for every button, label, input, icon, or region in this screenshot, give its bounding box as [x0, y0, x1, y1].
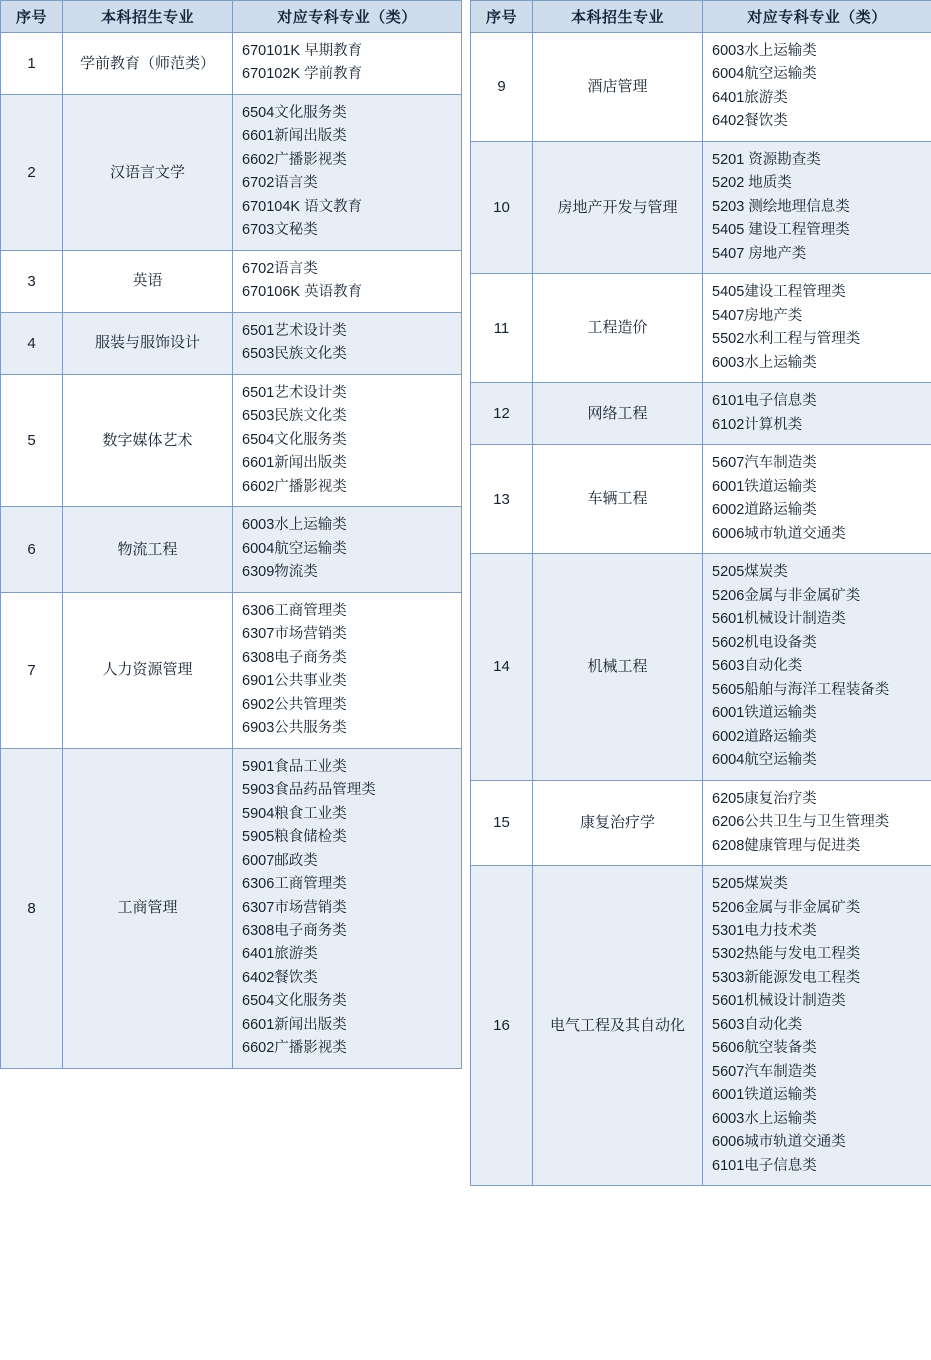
vocational-major-line: 6901公共事业类	[242, 673, 347, 690]
vocational-major-line: 6307市场营销类	[242, 626, 347, 643]
vocational-major-line: 6602广播影视类	[242, 1040, 347, 1057]
table-header-row	[1, 1, 462, 33]
matching-vocational-majors-cell	[233, 507, 462, 592]
row-index-cell: 3	[1, 250, 63, 312]
matching-vocational-majors-cell	[703, 274, 931, 383]
vocational-major-line: 6101电子信息类	[712, 1157, 817, 1174]
table-row	[1, 33, 462, 95]
vocational-major-line: 5904粮食工业类	[242, 805, 347, 822]
table-header-row	[471, 1, 931, 33]
vocational-major-line: 6001铁道运输类	[712, 705, 817, 722]
matching-vocational-majors-cell	[703, 33, 931, 142]
header-major: 本科招生专业	[63, 1, 233, 33]
vocational-major-line: 6001铁道运输类	[712, 1087, 817, 1104]
matching-vocational-majors-cell	[233, 748, 462, 1068]
vocational-major-line: 6503民族文化类	[242, 346, 347, 363]
table-row	[471, 274, 931, 383]
undergraduate-major-cell: 数字媒体艺术	[63, 374, 233, 506]
vocational-major-line: 5607汽车制造类	[712, 1063, 817, 1080]
vocational-major-line: 6004航空运输类	[712, 66, 817, 83]
left-majors-table	[0, 0, 462, 1069]
vocational-major-line: 6903公共服务类	[242, 720, 347, 737]
vocational-major-line: 6006城市轨道交通类	[712, 1134, 846, 1151]
vocational-major-line: 5603自动化类	[712, 1016, 803, 1033]
row-index-cell: 13	[471, 445, 533, 554]
header-no: 序号	[1, 1, 63, 33]
matching-vocational-majors-cell	[233, 94, 462, 250]
table-row	[1, 250, 462, 312]
vocational-major-line: 6703文秘类	[242, 222, 318, 239]
matching-vocational-majors-cell	[703, 554, 931, 780]
row-index-cell: 12	[471, 383, 533, 445]
vocational-major-line: 6003水上运输类	[712, 1110, 817, 1127]
undergraduate-major-cell: 酒店管理	[533, 33, 703, 142]
vocational-major-line: 6003水上运输类	[242, 517, 347, 534]
row-index-cell: 9	[471, 33, 533, 142]
vocational-major-line: 5605船舶与海洋工程装备类	[712, 681, 890, 698]
matching-vocational-majors-cell	[703, 780, 931, 865]
undergraduate-major-cell: 物流工程	[63, 507, 233, 592]
vocational-major-line: 5603自动化类	[712, 658, 803, 675]
right-majors-table	[470, 0, 931, 1186]
vocational-major-line: 6306工商管理类	[242, 602, 347, 619]
undergraduate-major-cell: 网络工程	[533, 383, 703, 445]
matching-vocational-majors-cell	[703, 141, 931, 273]
vocational-major-line: 6208健康管理与促进类	[712, 837, 861, 854]
vocational-major-line: 5903食品药品管理类	[242, 782, 376, 799]
vocational-major-line: 6504文化服务类	[242, 104, 347, 121]
header-list: 对应专科专业（类）	[233, 1, 462, 33]
table-row	[1, 374, 462, 506]
vocational-major-line: 5601机械设计制造类	[712, 611, 846, 628]
table-row	[471, 780, 931, 865]
vocational-major-line: 6002道路运输类	[712, 502, 817, 519]
matching-vocational-majors-cell	[233, 33, 462, 95]
right-table-wrap	[470, 0, 931, 1186]
vocational-major-line: 5205煤炭类	[712, 564, 788, 581]
row-index-cell: 7	[1, 592, 63, 748]
vocational-major-line: 6206公共卫生与卫生管理类	[712, 814, 890, 831]
vocational-major-line: 6504文化服务类	[242, 431, 347, 448]
header-list: 对应专科专业（类）	[703, 1, 931, 33]
table-row	[1, 312, 462, 374]
vocational-major-line: 6501艺术设计类	[242, 322, 347, 339]
vocational-major-line: 5302热能与发电工程类	[712, 946, 861, 963]
vocational-major-line: 5606航空装备类	[712, 1040, 817, 1057]
table-row	[471, 141, 931, 273]
row-index-cell: 6	[1, 507, 63, 592]
row-index-cell: 2	[1, 94, 63, 250]
header-no: 序号	[471, 1, 533, 33]
undergraduate-major-cell: 康复治疗学	[533, 780, 703, 865]
vocational-major-line: 5303新能源发电工程类	[712, 969, 861, 986]
vocational-major-line: 670104K 语文教育	[242, 198, 363, 215]
row-index-cell: 1	[1, 33, 63, 95]
undergraduate-major-cell: 人力资源管理	[63, 592, 233, 748]
undergraduate-major-cell: 车辆工程	[533, 445, 703, 554]
vocational-major-line: 670101K 早期教育	[242, 43, 363, 59]
vocational-major-line: 6004航空运输类	[242, 540, 347, 557]
table-row	[1, 592, 462, 748]
header-major: 本科招生专业	[533, 1, 703, 33]
vocational-major-line: 5206金属与非金属矿类	[712, 587, 861, 604]
vocational-major-line: 5502水利工程与管理类	[712, 331, 861, 348]
vocational-major-line: 670106K 英语教育	[242, 284, 363, 301]
row-index-cell: 16	[471, 866, 533, 1186]
vocational-major-line: 5607汽车制造类	[712, 455, 817, 472]
vocational-major-line: 670102K 学前教育	[242, 66, 363, 83]
vocational-major-line: 5405 建设工程管理类	[712, 222, 850, 239]
vocational-major-line: 6307市场营销类	[242, 899, 347, 916]
table-row	[1, 748, 462, 1068]
vocational-major-line: 6401旅游类	[242, 946, 318, 963]
vocational-major-line: 6501艺术设计类	[242, 384, 347, 401]
vocational-major-line: 5602机电设备类	[712, 634, 817, 651]
table-row	[471, 383, 931, 445]
vocational-major-line: 6503民族文化类	[242, 408, 347, 425]
vocational-major-line: 6001铁道运输类	[712, 478, 817, 495]
vocational-major-line: 5201 资源勘查类	[712, 151, 821, 168]
vocational-major-line: 6702语言类	[242, 260, 318, 277]
undergraduate-major-cell: 服装与服饰设计	[63, 312, 233, 374]
vocational-major-line: 6601新闻出版类	[242, 1016, 347, 1033]
vocational-major-line: 6003水上运输类	[712, 354, 817, 371]
matching-vocational-majors-cell	[233, 250, 462, 312]
table-row	[471, 33, 931, 142]
row-index-cell: 5	[1, 374, 63, 506]
vocational-major-line: 6002道路运输类	[712, 728, 817, 745]
vocational-major-line: 6101电子信息类	[712, 393, 817, 410]
vocational-major-line: 5405建设工程管理类	[712, 284, 846, 301]
vocational-major-line: 6601新闻出版类	[242, 128, 347, 145]
matching-vocational-majors-cell	[233, 312, 462, 374]
table-row	[471, 445, 931, 554]
vocational-major-line: 6007邮政类	[242, 852, 318, 869]
vocational-major-line: 6308电子商务类	[242, 922, 347, 939]
vocational-major-line: 6401旅游类	[712, 89, 788, 106]
row-index-cell: 8	[1, 748, 63, 1068]
vocational-major-line: 6308电子商务类	[242, 649, 347, 666]
row-index-cell: 11	[471, 274, 533, 383]
left-table-body	[1, 33, 462, 1069]
vocational-major-line: 5905粮食储检类	[242, 829, 347, 846]
vocational-major-line: 6902公共管理类	[242, 696, 347, 713]
vocational-major-line: 6402餐饮类	[712, 113, 788, 130]
table-row	[471, 554, 931, 780]
vocational-major-line: 5203 测绘地理信息类	[712, 198, 850, 215]
vocational-major-line: 5407 房地产类	[712, 245, 807, 262]
undergraduate-major-cell: 工商管理	[63, 748, 233, 1068]
vocational-major-line: 6602广播影视类	[242, 151, 347, 168]
undergraduate-major-cell: 工程造价	[533, 274, 703, 383]
undergraduate-major-cell: 房地产开发与管理	[533, 141, 703, 273]
table-row	[1, 94, 462, 250]
row-index-cell: 10	[471, 141, 533, 273]
vocational-major-line: 5202 地质类	[712, 175, 792, 192]
vocational-major-line: 6306工商管理类	[242, 876, 347, 893]
undergraduate-major-cell: 学前教育（师范类）	[63, 33, 233, 95]
vocational-major-line: 5407房地产类	[712, 307, 803, 324]
matching-vocational-majors-cell	[703, 383, 931, 445]
matching-vocational-majors-cell	[233, 374, 462, 506]
vocational-major-line: 6006城市轨道交通类	[712, 525, 846, 542]
undergraduate-major-cell: 机械工程	[533, 554, 703, 780]
vocational-major-line: 6702语言类	[242, 175, 318, 192]
vocational-major-line: 6102计算机类	[712, 416, 803, 433]
undergraduate-major-cell: 汉语言文学	[63, 94, 233, 250]
vocational-major-line: 6309物流类	[242, 564, 318, 581]
vocational-major-line: 6504文化服务类	[242, 993, 347, 1010]
vocational-major-line: 6205康复治疗类	[712, 790, 817, 807]
vocational-major-line: 5301电力技术类	[712, 922, 817, 939]
matching-vocational-majors-cell	[233, 592, 462, 748]
matching-vocational-majors-cell	[703, 445, 931, 554]
vocational-major-line: 6004航空运输类	[712, 752, 817, 769]
vocational-major-line: 6003水上运输类	[712, 43, 817, 59]
table-row	[471, 866, 931, 1186]
undergraduate-major-cell: 电气工程及其自动化	[533, 866, 703, 1186]
vocational-major-line: 6402餐饮类	[242, 969, 318, 986]
left-table-wrap	[0, 0, 461, 1186]
vocational-major-line: 5205煤炭类	[712, 876, 788, 893]
vocational-major-line: 6601新闻出版类	[242, 455, 347, 472]
right-table-body	[471, 33, 931, 1186]
row-index-cell: 4	[1, 312, 63, 374]
vocational-major-line: 6602广播影视类	[242, 478, 347, 495]
table-row	[1, 507, 462, 592]
matching-vocational-majors-cell	[703, 866, 931, 1186]
vocational-major-line: 5601机械设计制造类	[712, 993, 846, 1010]
undergraduate-major-cell: 英语	[63, 250, 233, 312]
vocational-major-line: 5206金属与非金属矿类	[712, 899, 861, 916]
row-index-cell: 14	[471, 554, 533, 780]
row-index-cell: 15	[471, 780, 533, 865]
vocational-major-line: 5901食品工业类	[242, 758, 347, 775]
